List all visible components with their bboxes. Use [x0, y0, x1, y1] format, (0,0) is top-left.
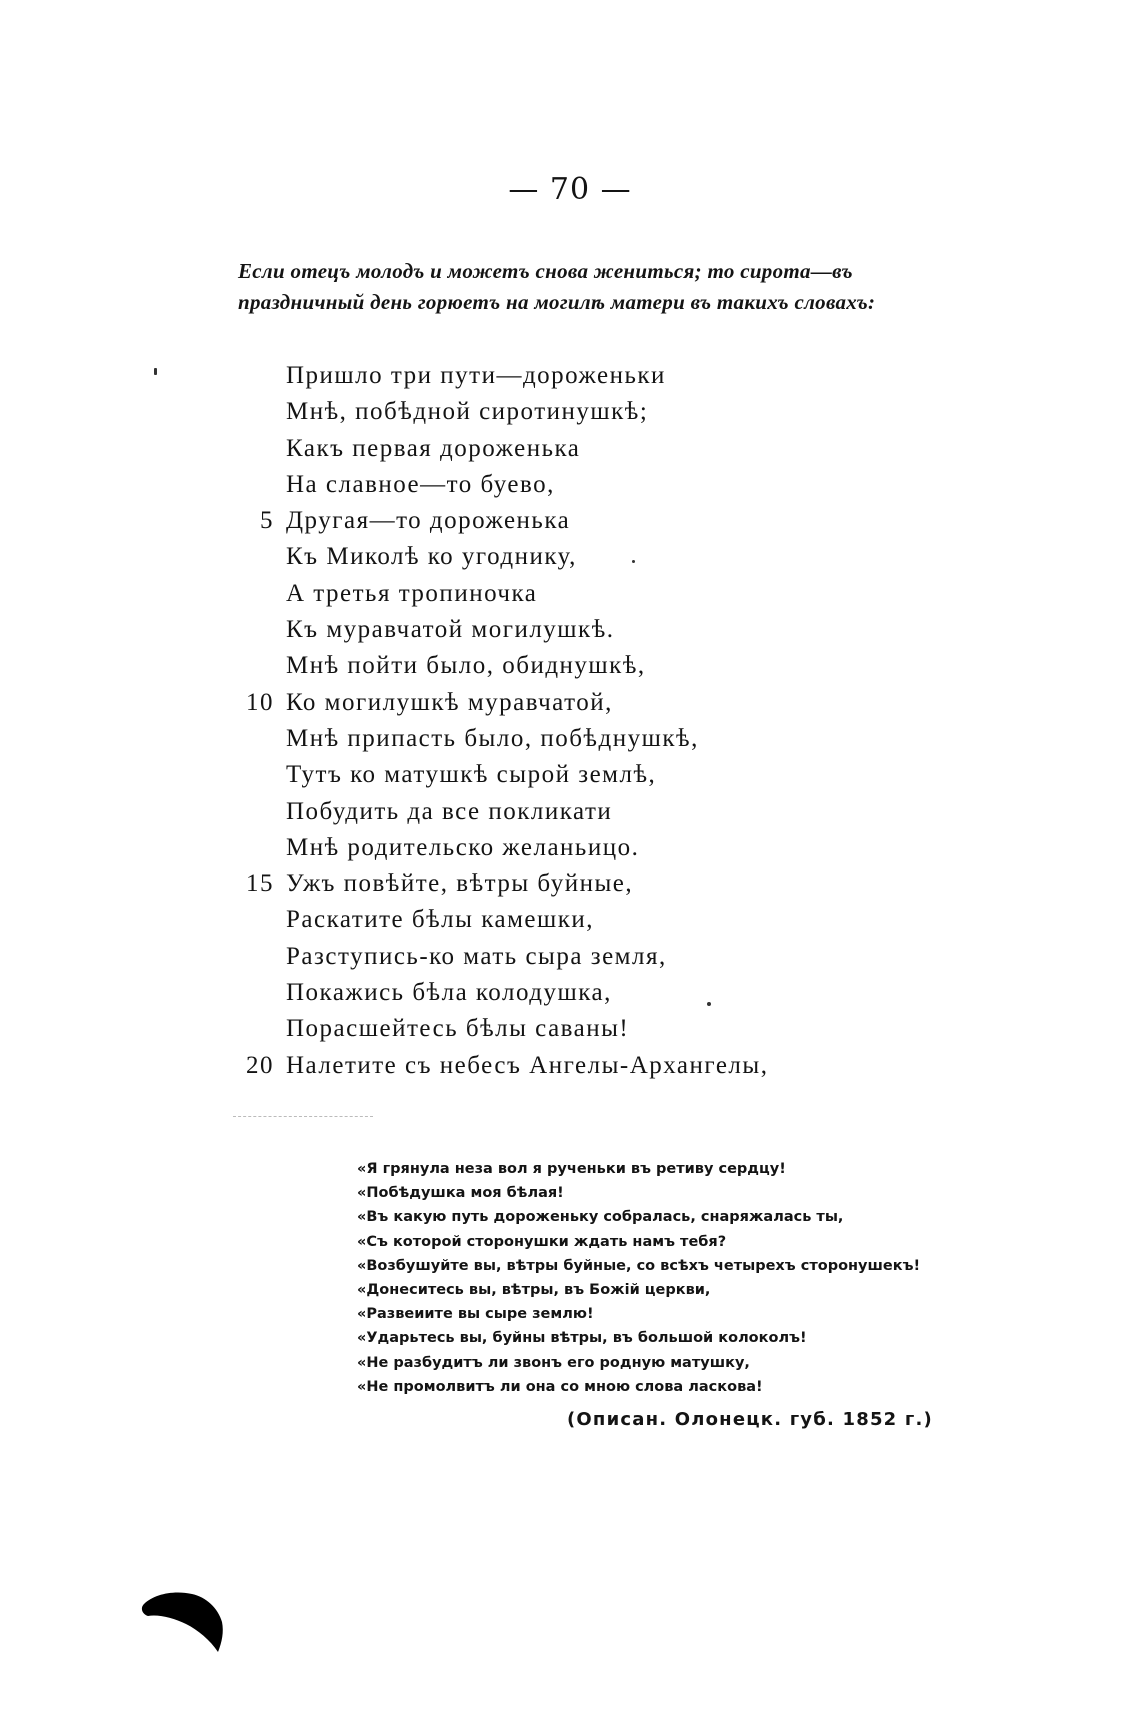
- footnote-source: (Описан. Олонецк. губ. 1852 г.): [567, 1409, 933, 1430]
- footnote-line: «Въ какую путь дороженьку собралась, снаряжалась ты,: [357, 1209, 844, 1226]
- poem-line-text: Тутъ ко матушкѣ сырой землѣ,: [286, 761, 657, 789]
- poem-line-text: Мнѣ припасть было, побѣднушкѣ,: [286, 724, 699, 752]
- poem-line: [240, 1048, 800, 1084]
- poem-line: [240, 794, 800, 830]
- page-number: — 70 —: [508, 172, 632, 207]
- line-number: 20: [246, 1051, 274, 1079]
- footnote-line: «Возбушуйте вы, вѣтры буйные, со всѣхъ четырехъ сторонушекъ!: [357, 1257, 921, 1274]
- footnote-line: «Побѣдушка моя бѣлая!: [357, 1185, 564, 1202]
- poem-line: [240, 358, 800, 394]
- poem-line-text: А третья тропиночка: [286, 579, 538, 607]
- poem-line-text: Ко могилушкѣ муравчатой,: [286, 688, 613, 716]
- footnote-line: «Не промолвитъ ли она со мною слова ласкова!: [357, 1378, 763, 1395]
- poem-line-text: Къ Миколѣ ко угоднику,: [286, 543, 577, 571]
- footnote-line: «Съ которой сторонушки ждать намъ тебя?: [357, 1233, 727, 1250]
- footnote-line: «Донеситесь вы, вѣтры, въ Божій церкви,: [357, 1282, 711, 1299]
- ink-speck: [707, 1002, 711, 1006]
- poem-line: [240, 866, 800, 902]
- poem-line-text: Мнѣ родительско желаньицо.: [286, 833, 640, 861]
- footnote-line: «Ударьтесь вы, буйны вѣтры, въ большой колоколъ!: [357, 1330, 807, 1347]
- poem-line: [240, 939, 800, 975]
- poem-line: [240, 975, 800, 1011]
- poem-line-text: Раскатите бѣлы камешки,: [286, 906, 595, 934]
- poem-line-text: Пришло три пути—дороженьки: [286, 362, 666, 389]
- poem: [240, 358, 800, 1084]
- footnote: [357, 1157, 957, 1399]
- footnote-line: «Развеиите вы сыре землю!: [357, 1306, 594, 1323]
- line-number: 15: [246, 870, 274, 898]
- poem-line: [240, 467, 800, 503]
- poem-line: [240, 648, 800, 684]
- line-number: 10: [246, 688, 274, 716]
- ink-blot: [140, 1586, 240, 1658]
- poem-line: [240, 576, 800, 612]
- poem-line-text: Мнѣ пойти было, обиднушкѣ,: [286, 652, 646, 680]
- poem-line-text: Покажись бѣла колодушка,: [286, 979, 612, 1007]
- intro-line: Если отецъ молодъ и можетъ снова жениться; то сирота—въ: [238, 259, 853, 283]
- poem-line-text: Порасшейтесь бѣлы саваны!: [286, 1015, 630, 1043]
- line-number: 5: [260, 507, 274, 535]
- ink-speck: [154, 368, 157, 375]
- footnote-line: «Не разбудитъ ли звонъ его родную матушку,: [357, 1354, 750, 1371]
- poem-line-text: Побудить да все покликати: [286, 797, 613, 825]
- poem-line: [240, 503, 800, 539]
- poem-line: [240, 612, 800, 648]
- intro-line: праздничный день горюетъ на могилѣ матери въ такихъ словахъ:: [238, 290, 876, 314]
- poem-line: [240, 685, 800, 721]
- poem-line-text: Налетите съ небесъ Ангелы-Архангелы,: [286, 1051, 769, 1079]
- poem-line-text: Разступись-ко мать сыра земля,: [286, 942, 667, 970]
- footnote-line: «Я грянула неза вол я рученьки въ ретиву сердцу!: [357, 1161, 786, 1177]
- poem-line-text: Другая—то дороженька: [286, 507, 571, 535]
- intro-paragraph: [238, 256, 958, 318]
- poem-line-text: Къ муравчатой могилушкѣ.: [286, 616, 615, 644]
- poem-line: [240, 539, 800, 575]
- poem-line: [240, 830, 800, 866]
- footnote-separator: [233, 1116, 373, 1117]
- poem-line: [240, 721, 800, 757]
- poem-line-text: Какъ первая дороженька: [286, 434, 581, 462]
- poem-line: [240, 902, 800, 938]
- poem-line: [240, 757, 800, 793]
- poem-line-text: Ужъ повѣйте, вѣтры буйные,: [286, 870, 634, 898]
- poem-line: [240, 1011, 800, 1047]
- ink-speck: [632, 560, 635, 563]
- poem-line: [240, 431, 800, 467]
- poem-line: [240, 394, 800, 430]
- poem-line-text: На славное—то буево,: [286, 470, 555, 498]
- poem-line-text: Мнѣ, побѣдной сиротинушкѣ;: [286, 398, 649, 426]
